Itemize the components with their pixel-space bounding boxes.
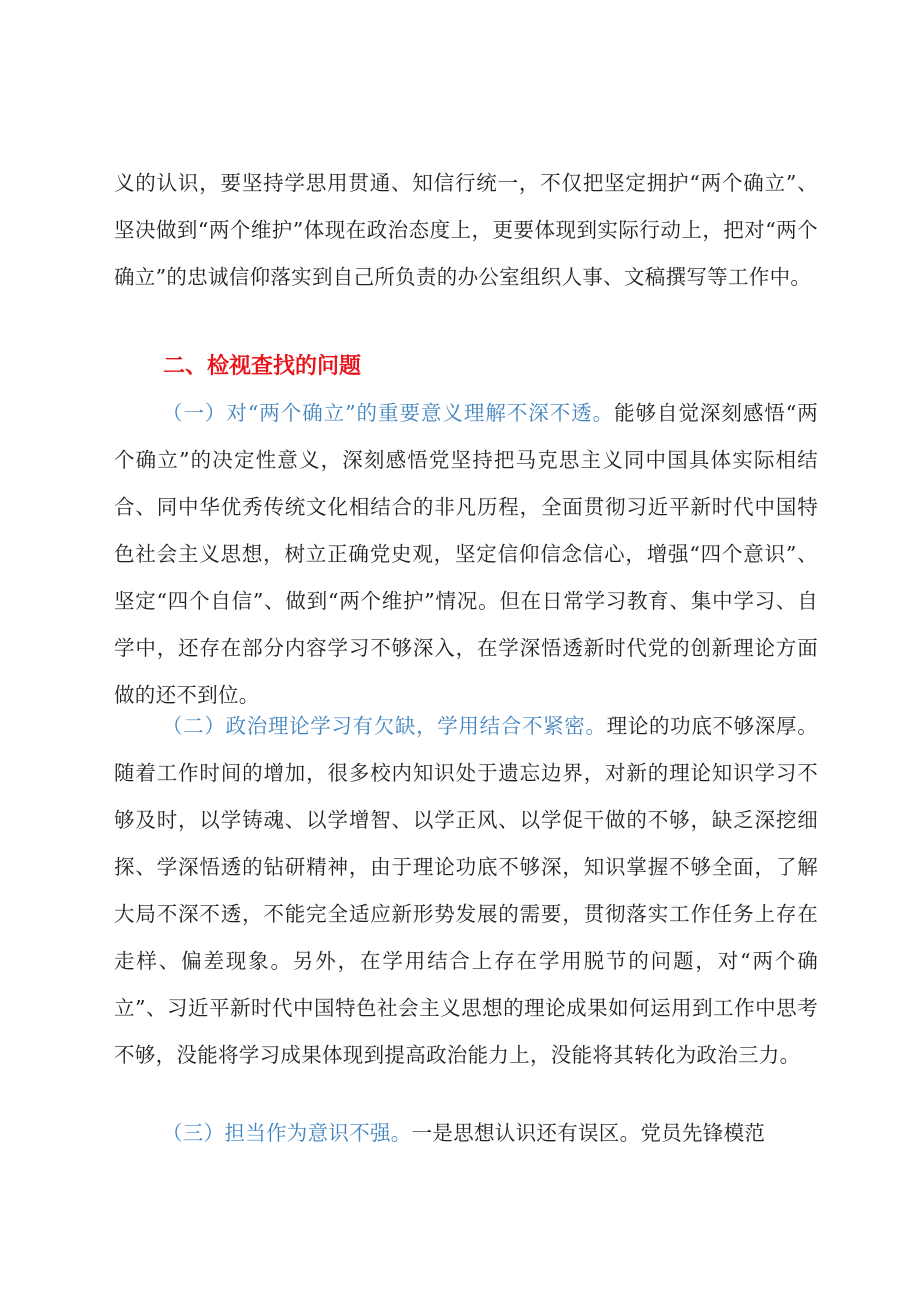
item-subheading-2: （二）政治理论学习有欠缺，学用结合不紧密。: [162, 714, 607, 738]
item-body-3: 一是思想认识还有误区。党员先锋模范: [411, 1121, 766, 1145]
item-body-1: 能够自觉深刻感悟“两个确立”的决定性意义，深刻感悟党坚持把马克思主义同中国具体实际相结合、同中华优秀传统文化相结合的非凡历程，全面贯彻习近平新时代中国特色社会主义思想，树立正确党史观，坚定信仰信念信心，增强“四个意识”、坚定“四个自信”、做到“两个维护”情况。但在日常学习教育、集中学习、自学中，还存在部分内容学习不够深入，在学深悟透新时代党的创新理论方面做的还不到位。: [114, 401, 818, 707]
intro-paragraph: 义的认识，要坚持学思用贯通、知信行统一，不仅把坚定拥护“两个确立”、坚决做到“两个维护”体现在政治态度上，更要体现到实际行动上，把对“两个确立”的忠诚信仰落实到自己所负责的办公室组织人事、文稿撰写等工作中。: [114, 171, 818, 289]
item-subheading-1: （一）对“两个确立”的重要意义理解不深不透。: [162, 401, 615, 425]
section-heading: 二、检视查找的问题: [163, 354, 362, 379]
item-paragraph-1: [114, 390, 818, 719]
item-subheading-3: （三）担当作为意识不强。: [162, 1121, 412, 1145]
item-paragraph-3: [114, 1110, 818, 1157]
item-paragraph-2: [114, 703, 818, 1079]
item-body-2: 理论的功底不够深厚。随着工作时间的增加，很多校内知识处于遗忘边界，对新的理论知识学习不够及时，以学铸魂、以学增智、以学正风、以学促干做的不够，缺乏深挖细探、学深悟透的钻研精神，由于理论功底不够深，知识掌握不够全面，了解大局不深不透，不能完全适应新形势发展的需要，贯彻落实工作任务上存在走样、偏差现象。另外，在学用结合上存在学用脱节的问题，对“两个确立”、习近平新时代中国特色社会主义思想的理论成果如何运用到工作中思考不够，没能将学习成果体现到提高政治能力上，没能将其转化为政治三力。: [114, 714, 818, 1067]
